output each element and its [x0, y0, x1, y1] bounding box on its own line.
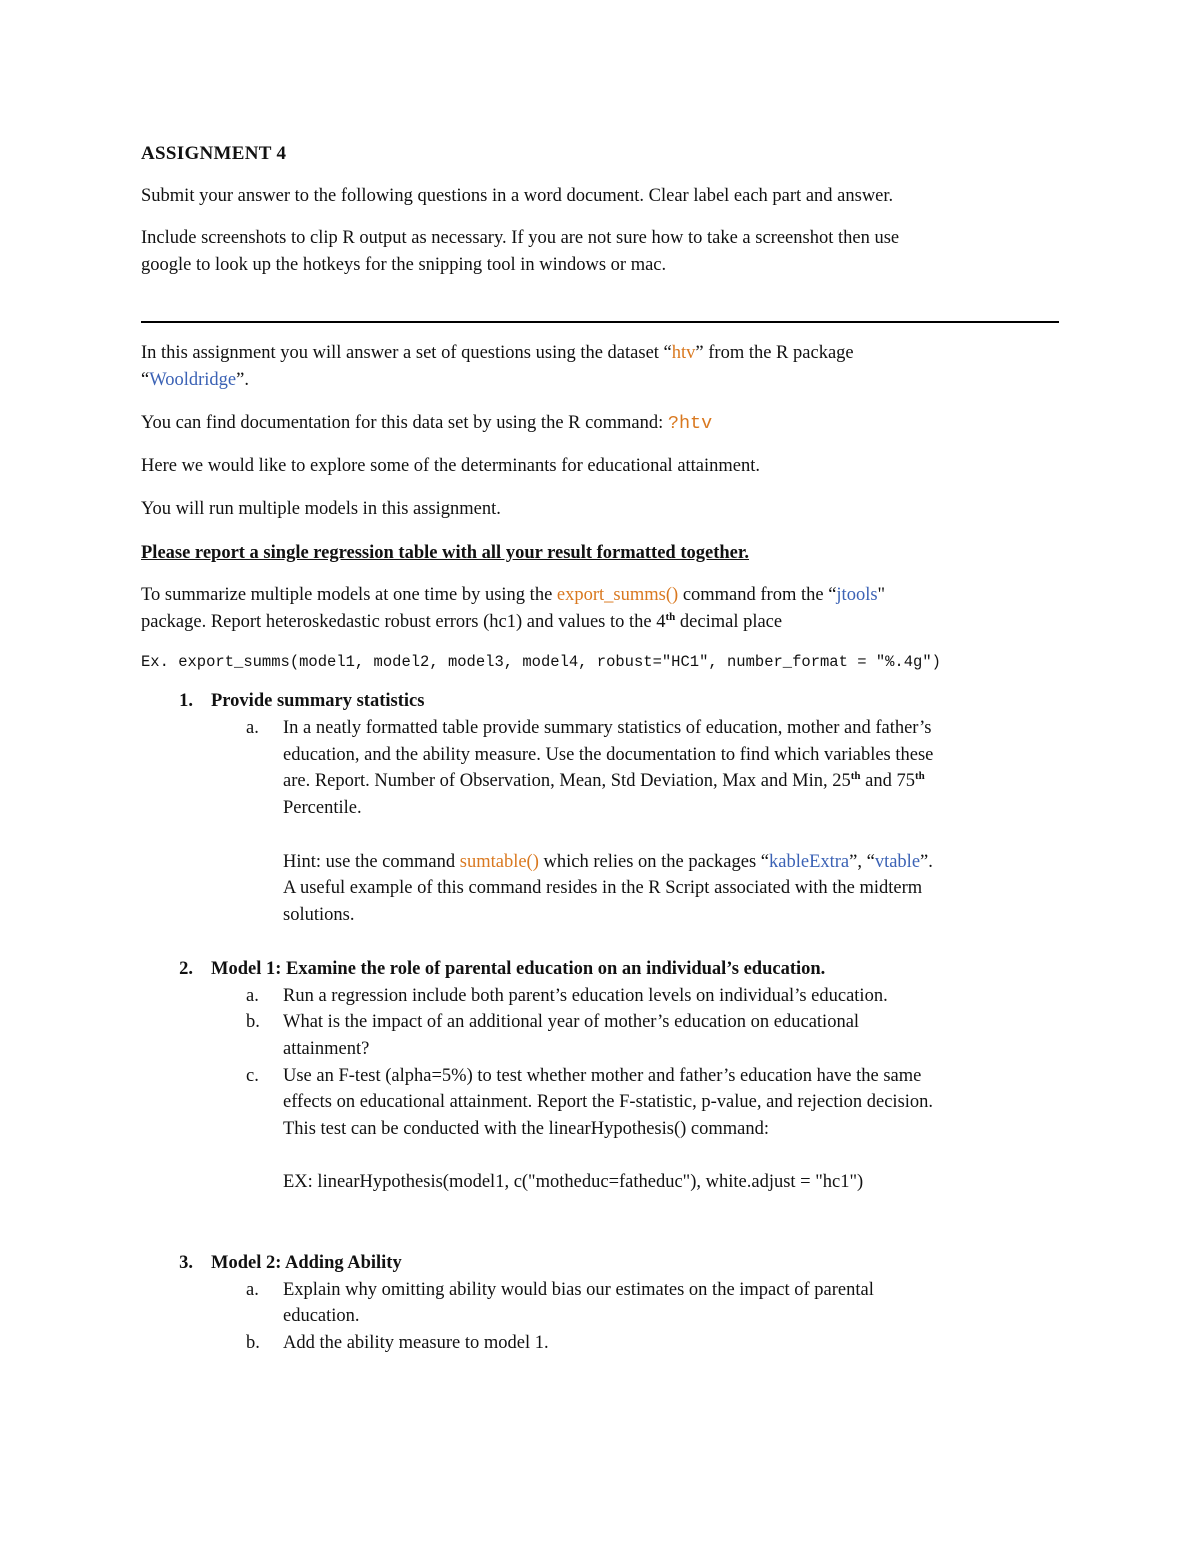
- dataset-paragraph-line-1: [141, 343, 854, 364]
- package-name: Wooldridge: [149, 370, 237, 390]
- q1-hint-text-c: ”, “: [849, 852, 875, 872]
- q1-hint-text-d: ”.: [920, 852, 933, 872]
- dataset-paragraph-line-2: [141, 370, 249, 391]
- q1-hint-text-a: Hint: use the command: [283, 852, 460, 872]
- report-instruction: Please report a single regression table with all your result formatted together.: [141, 543, 750, 563]
- q2-c-line-1: Use an F-test (alpha=5%) to test whether mother and father’s education have the same: [283, 1066, 922, 1086]
- q1-a-line-3-text-b: and 75: [860, 771, 915, 791]
- q1-hint-package-1: kableExtra: [769, 852, 850, 872]
- q2-a-text: Run a regression include both parent’s education levels on individual’s education.: [283, 986, 888, 1006]
- q1-a-line-2: education, and the ability measure. Use the documentation to find which variables these: [283, 745, 934, 765]
- intro-paragraph-2-line-1: Include screenshots to clip R output as necessary. If you are not sure how to take a screenshot then use: [141, 228, 900, 248]
- q1-a-line-4: Percentile.: [283, 798, 362, 818]
- q1-a-line-3: [283, 771, 925, 792]
- q3-b-text: Add the ability measure to model 1.: [283, 1333, 549, 1353]
- q1-hint-text-b: which relies on the packages “: [538, 852, 770, 872]
- q3-a-letter: a.: [246, 1280, 259, 1300]
- q3-b-letter: b.: [246, 1333, 260, 1353]
- documentation-command: ?htv: [667, 413, 713, 434]
- q2-a-letter: a.: [246, 986, 259, 1006]
- q2-c-line-2: effects on educational attainment. Report the F-statistic, p-value, and rejection decision.: [283, 1092, 934, 1112]
- q2-number: 2.: [179, 959, 193, 979]
- summarize-text-a: To summarize multiple models at one time by using the: [141, 585, 557, 605]
- q1-a-superscript-1: th: [850, 769, 861, 782]
- documentation-text: You can find documentation for this data set by using the R command:: [141, 413, 668, 433]
- q1-heading: Provide summary statistics: [211, 691, 425, 711]
- summarize-paragraph-line-1: [141, 585, 885, 606]
- q1-a-line-1: In a neatly formatted table provide summary statistics of education, mother and father’s: [283, 718, 932, 738]
- intro-paragraph-1: Submit your answer to the following questions in a word document. Clear label each part and answer.: [141, 186, 894, 206]
- q2-c-letter: c.: [246, 1066, 259, 1086]
- q3-a-line-1: Explain why omitting ability would bias our estimates on the impact of parental: [283, 1280, 874, 1300]
- dataset-text-a: In this assignment you will answer a set of questions using the dataset “: [141, 343, 672, 363]
- dataset-name: htv: [671, 343, 696, 363]
- q2-b-letter: b.: [246, 1012, 260, 1032]
- multiple-models-paragraph: You will run multiple models in this assignment.: [141, 499, 501, 519]
- q1-hint-line-3: solutions.: [283, 905, 355, 925]
- q3-number: 3.: [179, 1253, 193, 1273]
- q1-hint-package-2: vtable: [874, 852, 921, 872]
- explore-paragraph: Here we would like to explore some of the determinants for educational attainment.: [141, 456, 761, 476]
- q3-a-line-2: education.: [283, 1306, 360, 1326]
- summarize-line2-text-b: decimal place: [675, 612, 783, 632]
- q1-a-superscript-2: th: [914, 769, 925, 782]
- q1-a-letter: a.: [246, 718, 259, 738]
- q2-b-line-1: What is the impact of an additional year of mother’s education on educational: [283, 1012, 860, 1032]
- q1-number: 1.: [179, 691, 193, 711]
- example-code: Ex. export_summs(model1, model2, model3, model4, robust="HC1", number_format = "%.4g"): [141, 653, 941, 671]
- q2-b-line-2: attainment?: [283, 1039, 370, 1059]
- documentation-paragraph: [141, 413, 712, 434]
- q1-a-line-3-text-a: are. Report. Number of Observation, Mean, Std Deviation, Max and Min, 25: [283, 771, 851, 791]
- summarize-package: jtools: [836, 585, 878, 605]
- quote-open: “: [141, 370, 150, 390]
- q1-hint-command: sumtable(): [459, 852, 539, 872]
- q1-hint-line-1: [283, 852, 933, 873]
- summarize-line2-text-a: package. Report heteroskedastic robust errors (hc1) and values to the 4: [141, 612, 666, 632]
- q2-heading: Model 1: Examine the role of parental education on an individual’s education.: [211, 959, 826, 979]
- q2-c-example: EX: linearHypothesis(model1, c("motheduc=fatheduc"), white.adjust = "hc1"): [283, 1172, 864, 1192]
- q2-c-line-3: This test can be conducted with the linearHypothesis() command:: [283, 1119, 770, 1139]
- q1-hint-line-2: A useful example of this command resides in the R Script associated with the midterm: [283, 878, 923, 898]
- summarize-text-c: ": [877, 585, 886, 605]
- horizontal-rule: [141, 321, 1059, 323]
- document-title: ASSIGNMENT 4: [141, 143, 287, 164]
- dataset-text-b: ” from the R package: [695, 343, 854, 363]
- intro-paragraph-2-line-2: google to look up the hotkeys for the snipping tool in windows or mac.: [141, 255, 667, 275]
- summarize-paragraph-line-2: [141, 612, 782, 633]
- summarize-superscript: th: [665, 610, 676, 623]
- summarize-command: export_summs(): [556, 585, 679, 605]
- quote-close: ”.: [236, 370, 249, 390]
- summarize-text-b: command from the “: [678, 585, 837, 605]
- q3-heading: Model 2: Adding Ability: [211, 1253, 402, 1273]
